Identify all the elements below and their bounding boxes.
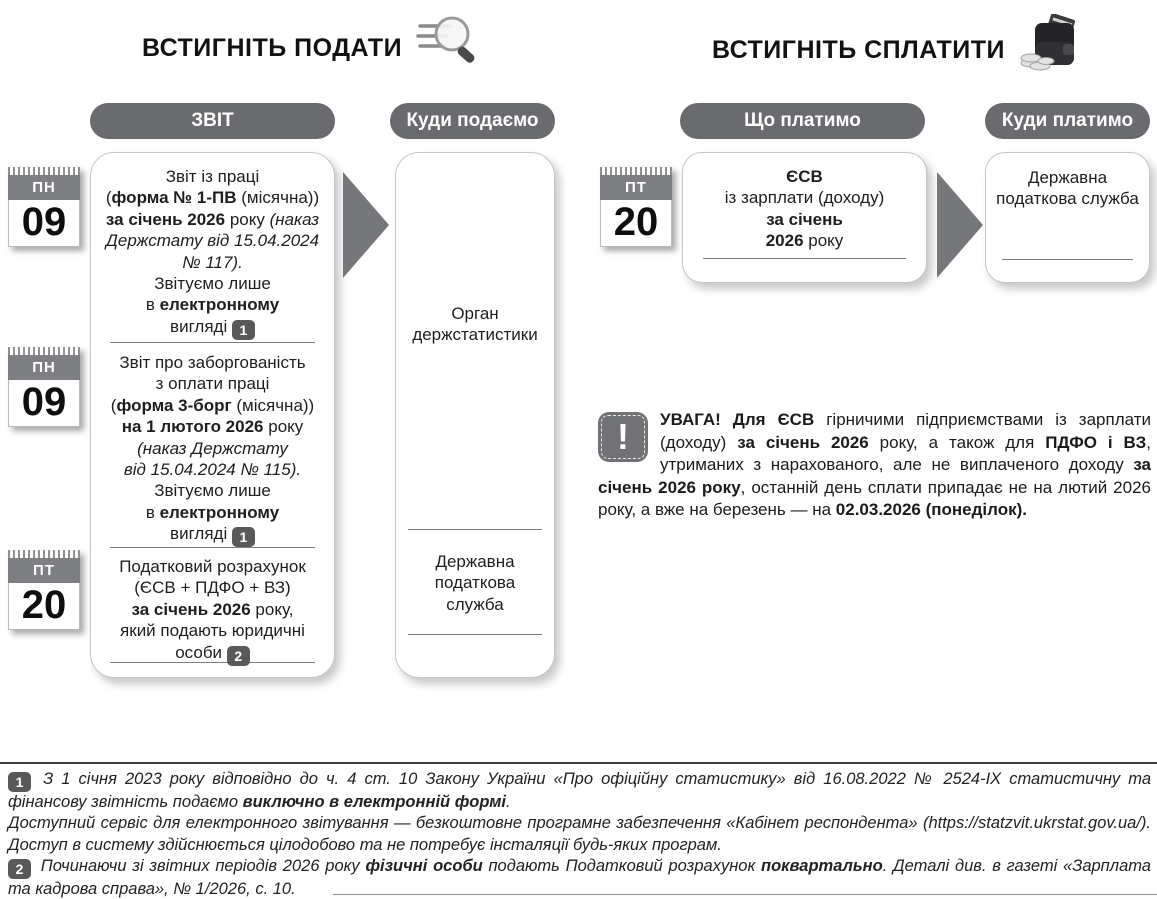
divider: [703, 258, 906, 259]
calendar-tear-edge: [8, 550, 80, 558]
reports-card: [90, 152, 335, 678]
divider: [408, 529, 542, 530]
footnote-ref-badge: 1: [8, 772, 31, 792]
pill-where-submit-header: Куди подаємо: [390, 103, 555, 139]
calendar-icon: [8, 347, 80, 427]
calendar-tear-edge: [600, 167, 672, 175]
calendar-icon: [8, 550, 80, 630]
calendar-icon: [600, 167, 672, 247]
footnotes-block: [8, 769, 1151, 899]
arrow-right-icon: [937, 172, 983, 278]
arrow-right-icon: [343, 172, 389, 278]
calendar-tear-edge: [8, 347, 80, 355]
submit-target-statistics: Орган держстатистики: [412, 304, 538, 345]
left-title-block: [142, 22, 478, 75]
calendar-date: 20: [8, 583, 80, 630]
wallet-coins-icon: [1019, 14, 1077, 77]
calendar-weekday: ПТ: [600, 175, 672, 200]
footnote-2: 2 Починаючи зі звітних періодів 2026 року фізичні особи подають Податковий розрахунок поквартально. Деталі див. в газеті «Зарплата та кадрова справа», № 1/2026, с. 10.: [8, 857, 1151, 899]
pill-what-pay-header: Що платимо: [680, 103, 925, 139]
exclamation-glyph: !: [617, 416, 629, 457]
calendar-date: 09: [8, 200, 80, 247]
right-title: ВСТИГНІТЬ СПЛАТИТИ: [712, 36, 1005, 64]
pill-report-header: ЗВІТ: [90, 103, 335, 139]
exclamation-icon: [598, 412, 648, 462]
magnifier-document-icon: [416, 12, 478, 75]
divider: [1002, 259, 1133, 260]
right-title-block: [712, 24, 1077, 77]
payment-description: ЄСВ із зарплати (доходу) за січень 2026 року: [724, 167, 885, 251]
footnote-ref-badge: 1: [232, 320, 255, 340]
report-item-3borg: Звіт про заборгованість з оплати праці (форма 3-борг (місячна)) на 1 лютого 2026 року (наказ Держстату від 15.04.2024 № 115). Звітуємо лише в електронному вигляді 1: [110, 353, 315, 546]
pay-target-card: [985, 152, 1150, 283]
payment-card-esv: [682, 152, 927, 283]
left-title: ВСТИГНІТЬ ПОДАТИ: [142, 34, 403, 62]
footnote-ref-badge: 2: [227, 646, 250, 666]
calendar-icon: [8, 167, 80, 247]
pill-where-pay-header: Куди платимо: [985, 103, 1150, 139]
calendar-weekday: ПН: [8, 355, 80, 380]
footnote-ref-badge: 1: [232, 527, 255, 547]
report-item-tax-calculation: Податковий розрахунок (ЄСВ + ПДФО + ВЗ) за січень 2026 року, який подають юридичні особи 2: [119, 557, 306, 664]
calendar-weekday: ПТ: [8, 558, 80, 583]
warning-note: [598, 409, 1151, 522]
calendar-date: 20: [600, 200, 672, 247]
footnote-ref-badge: 2: [8, 859, 31, 879]
report-item-1pv: Звіт із праці (форма № 1-ПВ (місячна)) за січень 2026 року (наказ Держстату від 15.04.2024 № 117). Звітуємо лише в електронному вигляді 1: [105, 167, 320, 338]
warning-text: УВАГА! Для ЄСВ гірничими підприємствами із зарплати (доходу) за січень 2026 року, а також для ПДФО і ВЗ, утриманих з нарахованого, але не виплаченого доходу за січень 2026 року, останній день сплати припадає не на лютий 2026 року, а вже на березень — на 02.03.2026 (понеділок).: [598, 410, 1151, 520]
calendar-tear-edge: [8, 167, 80, 175]
submit-targets-card: [395, 152, 555, 678]
calendar-weekday: ПН: [8, 175, 80, 200]
bottom-rule: [333, 894, 1157, 895]
footnote-top-rule: [0, 762, 1157, 764]
divider: [408, 634, 542, 635]
pay-target-tax-service: Державна податкова служба: [996, 168, 1139, 209]
submit-target-tax-service: Державна податкова служба: [434, 552, 516, 614]
calendar-date: 09: [8, 380, 80, 427]
footnote-1: 1 З 1 січня 2023 року відповідно до ч. 4 ст. 10 Закону України «Про офіційну статистику» від 16.08.2022 № 2524-IX статистичну та фінансову звітність подаємо виключно в електронній формі. Доступний сервіс для електронного звітування — безкоштовне програмне забезпечення «Кабінет респондента» (https://statzvit.ukrstat.gov.ua/). Доступ в систему здійснюється цілодобово та не потребує інсталяції будь-яких програм.: [8, 770, 1151, 854]
